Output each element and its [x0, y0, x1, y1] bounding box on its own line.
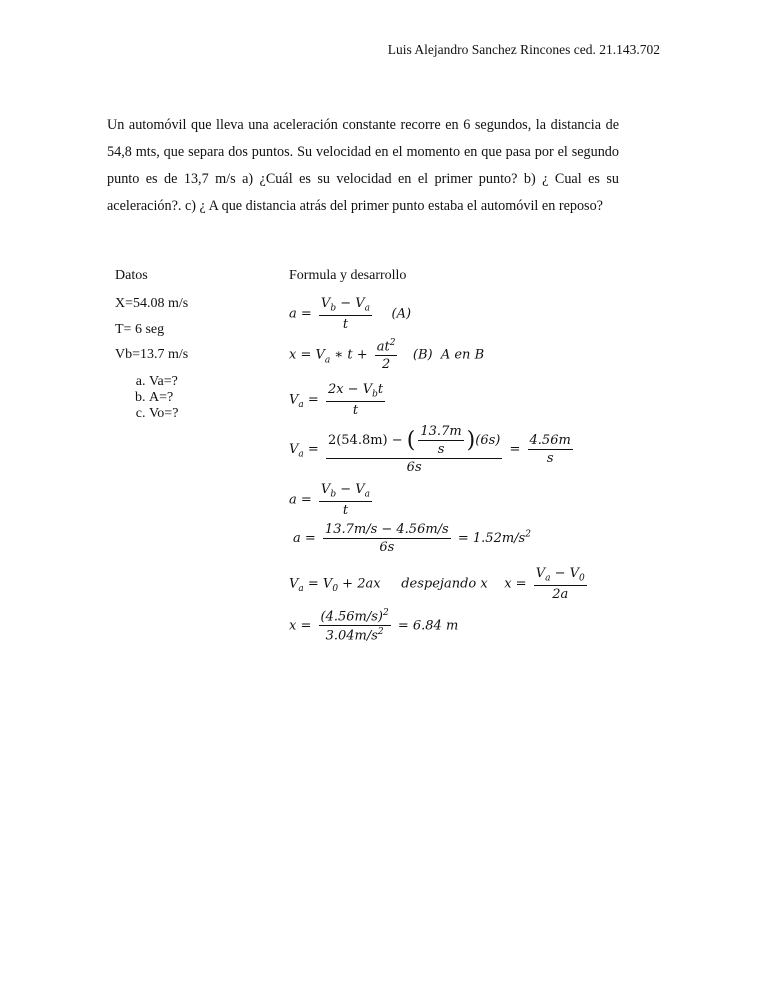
eq-x-calc: x = $\frac{(4.56m/s)^2}{3.04m/s^2}$ = 6.84 m — [289, 608, 459, 644]
x-num: (4.56m/s) — [320, 609, 383, 625]
res-456m: 4.56m — [529, 433, 571, 448]
num-2x548: 2(54.8m) — [327, 433, 388, 448]
res-s: s — [546, 451, 554, 466]
frac-137m: 13.7m — [420, 424, 462, 439]
problem-statement: Un automóvil que lleva una aceleración constante recorre en 6 segundos, la distancia de 54,8 mts, que separa dos puntos. Su velocidad en el momento en que pasa por el segundo punto es de 13,7 m/s a) ¿Cuál es su velocidad en el primer punto? b) ¿ Cual es su aceleración?. c) ¿ A que distancia atrás del primer punto estaba el automóvil en reposo? — [107, 117, 619, 214]
formula-title: Formula y desarrollo — [289, 268, 407, 283]
eq-va-formula: $V_a$ = $\frac{2x - V_bt}{t}$ — [289, 382, 384, 418]
datos-title: Datos — [115, 268, 148, 283]
datos-vb: Vb=13.7 m/s — [115, 347, 189, 362]
unknowns-list — [123, 374, 178, 422]
x-den: 3.04m/s — [325, 628, 378, 644]
datos-t: T= 6 seg — [115, 322, 165, 337]
a-calc-den: 6s — [379, 540, 395, 555]
tag-b: (B) — [412, 347, 433, 363]
a-result: 1.52m/s — [472, 531, 526, 546]
unknown-vo: c. Vo=? — [149, 406, 178, 422]
tag-a: (A) — [391, 306, 412, 322]
a-en-b-note: A en B — [440, 347, 485, 363]
author-header: Luis Alejandro Sanchez Rincones ced. 21.143.702 — [387, 42, 660, 57]
eq-va-calc: $V_a$ = 2(54.8m) − ( $\frac{13.7m}{s}$ )(6s) 6s = $\frac{4.56m}{s}$ — [289, 424, 571, 475]
eq-acceleration-restate: a = $\frac{V_b - V_a}{t}$ — [289, 482, 370, 518]
six-s-paren: (6s) — [475, 433, 501, 448]
unknown-va: a. Va=? — [149, 374, 178, 390]
despejando-note: despejando x — [401, 576, 488, 592]
datos-x: X=54.08 m/s — [115, 296, 189, 311]
eq-va-v0: $V_a = V_0 + 2ax$ despejando x x = $\frac{V_a - V_0}{2a}$ — [289, 566, 585, 602]
a-calc-num: 13.7m/s − 4.56m/s — [324, 522, 449, 537]
x-result: 6.84 m — [412, 618, 459, 634]
eq-acceleration-calc: a = $\frac{13.7m/s - 4.56m/s}{6s}$ = $1.52m/s^2$ — [293, 522, 531, 555]
eq-displacement: $x = V_a$ ∗ t + $\frac{at^2}{2}$ (B) A en B — [289, 338, 485, 373]
unknown-a: b. A=? — [149, 390, 178, 406]
den-6s: 6s — [406, 460, 422, 475]
eq-acceleration-def: a = $\frac{V_b - V_a}{t}$ (A) — [289, 296, 412, 332]
frac-s: s — [437, 442, 445, 457]
